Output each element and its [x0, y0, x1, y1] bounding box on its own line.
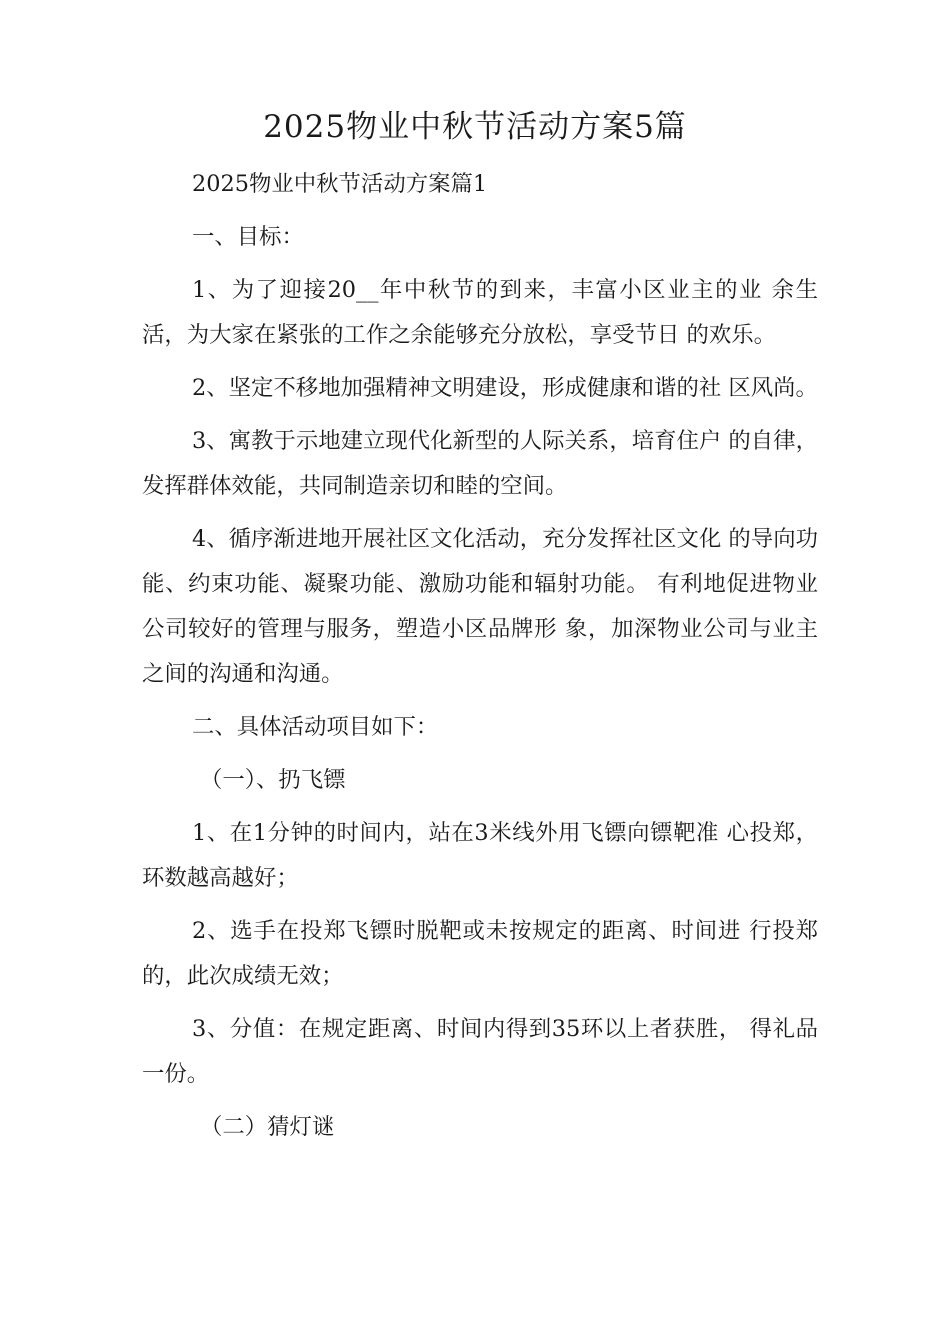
heading-goals: 一、目标：: [192, 224, 304, 250]
goal-paragraph-2: 2、坚定不移地加强精神文明建设，形成健康和谐的社 区风尚。: [192, 375, 818, 401]
goal-paragraph-1: 1、为了迎接20__年中秋节的到来，丰富小区业主的业 余生活，为大家在紧张的工作之余能够充分放松，享受节日 的欢乐。: [142, 277, 818, 348]
darts-rule-3: 3、分值：在规定距离、时间内得到35环以上者获胜， 得礼品一份。: [142, 1016, 818, 1087]
subheading-riddles: （二）猜灯谜: [200, 1114, 335, 1140]
goal-paragraph-3: 3、寓教于示地建立现代化新型的人际关系，培育住户 的自律，发挥群体效能，共同制造亲切和睦的空间。: [142, 428, 818, 499]
darts-rule-2: 2、选手在投郑飞镖时脱靶或未按规定的距离、时间进 行投郑的，此次成绩无效；: [142, 918, 818, 989]
goal-paragraph-4: 4、循序渐进地开展社区文化活动，充分发挥社区文化 的导向功能、约束功能、凝聚功能、激励功能和辐射功能。 有利地促进物业公司较好的管理与服务，塑造小区品牌形 象，加深物业公司与业主之间的沟通和沟通。: [142, 526, 818, 687]
section-heading: 2025物业中秋节活动方案篇1: [192, 171, 488, 197]
darts-rule-1: 1、在1分钟的时间内，站在3米线外用飞镖向镖靶准 心投郑，环数越高越好；: [142, 820, 818, 891]
subheading-darts: （一）、扔飞镖: [200, 767, 346, 793]
heading-activities: 二、具体活动项目如下：: [192, 714, 439, 740]
document-title: 2025物业中秋节活动方案5篇: [263, 109, 687, 145]
document-body: [142, 162, 818, 1158]
